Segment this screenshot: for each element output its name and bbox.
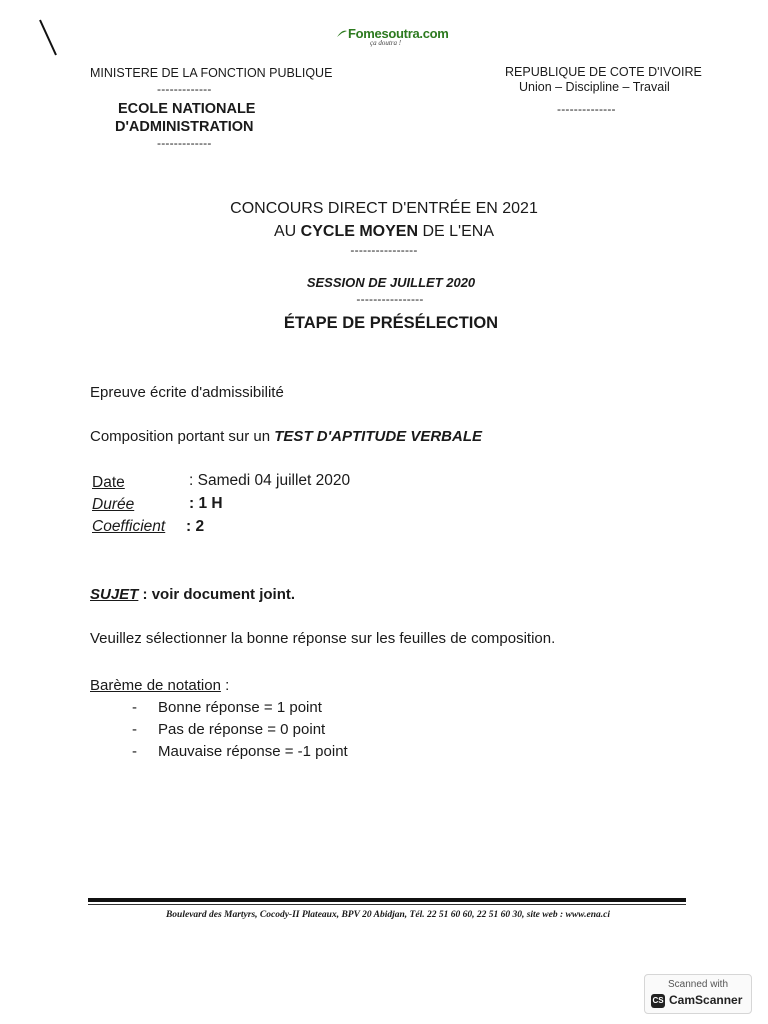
date-value: : Samedi 04 juillet 2020 [189, 472, 351, 489]
watermark-scanned-text: Scanned with [667, 979, 729, 990]
country-name: REPUBLIQUE DE COTE D'IVOIRE [505, 65, 702, 79]
header-right-separator: -------------- [557, 102, 616, 116]
footer-address: Boulevard des Martyrs, Cocody-II Plateaux, BPV 20 Abidjan, Tél. 22 51 60 60, 22 51 60 30, site web : www.ena.ci [165, 910, 611, 920]
duration-value: : 1 H [189, 495, 223, 512]
duration-label: Durée [92, 496, 135, 513]
coefficient-label: Coefficient [92, 518, 166, 535]
footer-rule-thin [88, 904, 686, 905]
session-label: SESSION DE JUILLET 2020 [306, 275, 476, 290]
date-label: Date [92, 474, 125, 491]
footer-rule [88, 898, 686, 902]
grading-item-blank: - Pas de réponse = 0 point [132, 721, 326, 738]
grading-title: Barème de notation : [90, 677, 230, 694]
logo-slogan: ça doutra ! [370, 39, 402, 47]
pen-stroke-mark [36, 18, 60, 58]
exam-type: Epreuve écrite d'admissibilité [90, 384, 284, 401]
national-motto: Union – Discipline – Travail [519, 80, 670, 94]
school-name-line2: D'ADMINISTRATION [115, 119, 254, 135]
contest-title-line1: CONCOURS DIRECT D'ENTRÉE EN 2021 [230, 200, 538, 217]
contest-title-line2: AU CYCLE MOYEN DE L'ENA [274, 223, 494, 240]
logo-name: Fomesoutra.com [348, 26, 449, 41]
subject-label: SUJET [90, 586, 139, 603]
session-separator: ---------------- [356, 292, 424, 306]
grading-item-correct: - Bonne réponse = 1 point [132, 699, 322, 716]
fomesoutra-logo [336, 26, 456, 52]
subject-value: voir document joint. [151, 586, 296, 603]
ministry-name: MINISTERE DE LA FONCTION PUBLIQUE [90, 66, 333, 80]
composition-subject: Composition portant sur un TEST D'APTITUDE VERBALE [90, 428, 483, 445]
camscanner-logo-icon: CS [651, 994, 665, 1008]
subject-line: SUJET : voir document joint. [90, 586, 296, 603]
header-left-separator-2: ------------- [157, 136, 212, 150]
header-left-separator: ------------- [157, 82, 212, 96]
test-name: TEST D'APTITUDE VERBALE [274, 428, 483, 445]
school-name-line1: ECOLE NATIONALE [118, 101, 256, 117]
instruction-text: Veuillez sélectionner la bonne réponse sur les feuilles de composition. [90, 630, 556, 647]
grading-item-wrong: - Mauvaise réponse = -1 point [132, 743, 348, 760]
title-separator: ---------------- [350, 243, 418, 257]
logo-swoosh-icon [336, 27, 348, 39]
stage-title: ÉTAPE DE PRÉSÉLECTION [283, 314, 499, 332]
watermark-app-name: CamScanner [669, 993, 743, 1007]
coefficient-value: : 2 [186, 518, 205, 535]
camscanner-watermark [644, 974, 752, 1014]
